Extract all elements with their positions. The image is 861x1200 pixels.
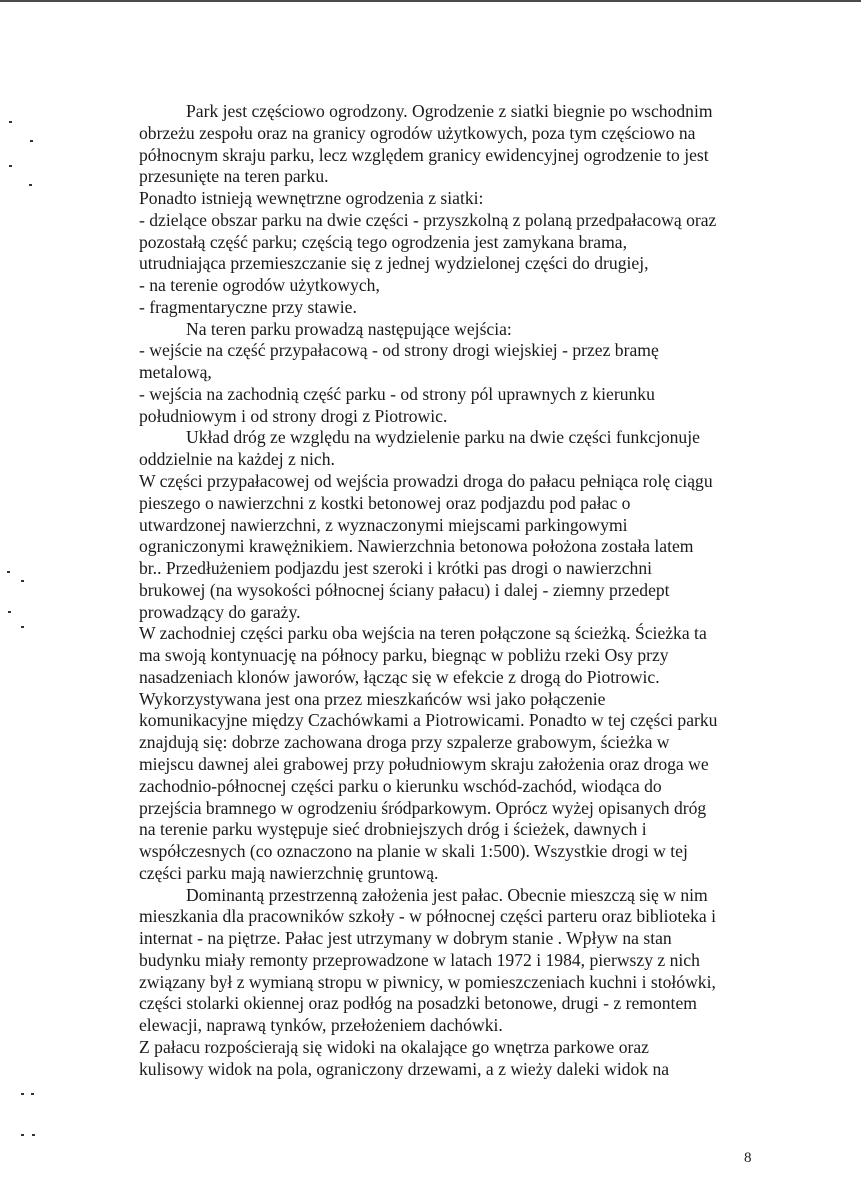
text-line: ograniczonymi krawężnikiem. Nawierzchnia betonowa położona została latem [139, 536, 694, 557]
text-line: W zachodniej części parku oba wejścia na teren połączone są ścieżką. Ścieżka ta [139, 623, 707, 644]
text-line: utrudniająca przemieszczanie się z jednej wydzielonej części do drugiej, [139, 253, 649, 274]
text-line: pozostałą część parku; częścią tego ogrodzenia jest zamykana brama, [139, 231, 627, 252]
scan-mark [31, 1093, 34, 1095]
text-line: Z pałacu rozpościerają się widoki na okalające go wnętrza parkowe oraz [139, 1036, 649, 1057]
text-line: na terenie parku występuje sieć drobniejszych dróg i ścieżek, dawnych i [139, 819, 647, 840]
text-line: części parku mają nawierzchnię gruntową. [139, 862, 439, 883]
scan-mark [21, 580, 24, 582]
text-line: prowadzący do garaży. [139, 601, 301, 622]
scan-mark [7, 571, 10, 573]
text-line: br.. Przedłużeniem podjazdu jest szeroki i krótki pas drogi o nawierzchni [139, 558, 653, 579]
text-line: przesunięte na teren parku. [139, 166, 329, 187]
scan-mark [21, 1134, 24, 1136]
text-line: oddzielnie na każdej z nich. [139, 449, 335, 470]
text-line: internat - na piętrze. Pałac jest utrzymany w dobrym stanie . Wpływ na stan [139, 928, 672, 949]
text-line: komunikacyjne między Czachówkami a Piotrowicami. Ponadto w tej części parku [139, 710, 718, 731]
text-line: Ponadto istnieją wewnętrzne ogrodzenia z siatki: [139, 188, 484, 209]
scan-mark [30, 140, 33, 142]
text-line: W części przypałacowej od wejścia prowadzi droga do pałacu pełniąca rolę ciągu [139, 471, 713, 492]
scan-mark [32, 1134, 35, 1136]
scan-top-edge [0, 0, 861, 2]
text-line: północnym skraju parku, lecz względem granicy ewidencyjnej ogrodzenie to jest [139, 144, 709, 165]
scan-mark [9, 121, 12, 123]
scan-mark [21, 626, 24, 628]
scan-mark [21, 1093, 24, 1095]
text-line: zachodnio-północnej części parku o kierunku wschód-zachód, wiodąca do [139, 775, 662, 796]
text-line: - na terenie ogrodów użytkowych, [139, 275, 380, 296]
text-line: elewacji, naprawą tynków, przełożeniem dachówki. [139, 1015, 503, 1036]
scan-mark [8, 611, 11, 613]
body-text [139, 101, 789, 1080]
text-line: przejścia bramnego w ogrodzeniu śródparkowym. Oprócz wyżej opisanych dróg [139, 797, 707, 818]
text-line: współczesnych (co oznaczono na planie w skali 1:500). Wszystkie drogi w tej [139, 841, 688, 862]
text-line: - wejście na część przypałacową - od strony drogi wiejskiej - przez bramę [139, 340, 659, 361]
text-line: ma swoją kontynuację na północy parku, biegnąc w pobliżu rzeki Osy przy [139, 645, 669, 666]
text-line: Na teren parku prowadzą następujące wejścia: [186, 318, 512, 339]
text-line: południowym i od strony drogi z Piotrowic. [139, 405, 448, 426]
text-line: obrzeżu zespołu oraz na granicy ogrodów użytkowych, poza tym częściowo na [139, 122, 696, 143]
page-number: 8 [744, 1150, 752, 1166]
scan-mark [9, 165, 12, 167]
text-line: metalową, [139, 362, 212, 383]
text-line: znajdują się: dobrze zachowana droga przy szpalerze grabowym, ścieżka w [139, 732, 670, 753]
text-line: związany był z wymianą stropu w piwnicy, w pomieszczeniach kuchni i stołówki, [139, 971, 716, 992]
text-line: Park jest częściowo ogrodzony. Ogrodzenie z siatki biegnie po wschodnim [186, 101, 713, 121]
text-line: budynku miały remonty przeprowadzone w latach 1972 i 1984, pierwszy z nich [139, 949, 700, 970]
text-line: - wejścia na zachodnią część parku - od strony pól uprawnych z kierunku [139, 383, 655, 404]
text-line: kulisowy widok na pola, ograniczony drzewami, a z wieży daleki widok na [139, 1058, 670, 1079]
text-line: - dzielące obszar parku na dwie części - przyszkolną z polaną przedpałacową oraz [139, 209, 717, 230]
text-line: części stolarki okiennej oraz podłóg na posadzki betonowe, drugi - z remontem [139, 993, 697, 1014]
scan-mark [29, 184, 32, 186]
text-line: Układ dróg ze względu na wydzielenie parku na dwie części funkcjonuje [186, 427, 700, 448]
text-line: brukowej (na wysokości północnej ściany pałacu) i dalej - ziemny przedept [139, 579, 670, 600]
text-line: miejscu dawnej alei grabowej przy południowym skraju założenia oraz droga we [139, 753, 709, 774]
text-line: pieszego o nawierzchni z kostki betonowej oraz podjazdu pod pałac o [139, 492, 631, 513]
text-line: Dominantą przestrzenną założenia jest pałac. Obecnie mieszczą się w nim [186, 884, 708, 905]
text-line: Wykorzystywana jest ona przez mieszkańców wsi jako połączenie [139, 688, 606, 709]
text-line: - fragmentaryczne przy stawie. [139, 296, 357, 317]
text-line: nasadzeniach klonów jaworów, łącząc się w efekcie z drogą do Piotrowic. [139, 666, 660, 687]
text-line: utwardzonej nawierzchni, z wyznaczonymi miejscami parkingowymi [139, 514, 628, 535]
text-line: mieszkania dla pracowników szkoły - w północnej części parteru oraz biblioteka i [139, 906, 716, 927]
